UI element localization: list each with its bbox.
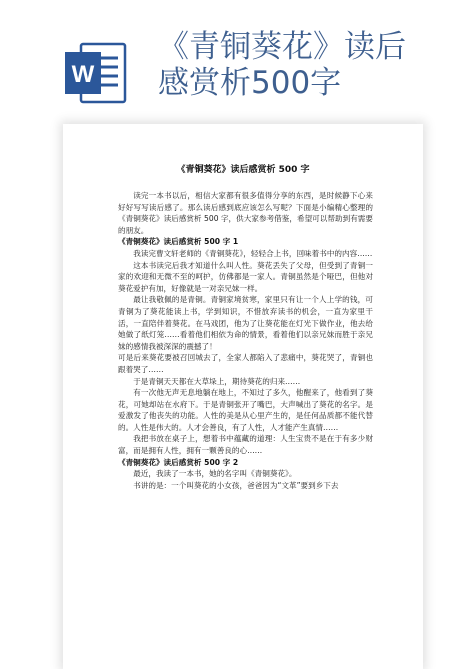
paragraph: 最让我敬佩的是青铜。青铜家境贫寒，家里只有让一个人上学的钱，可青铜为了葵花能读上书，学到知识，不惜放弃读书的机会，一直为家里干活，一直陪伴着葵花。在马戏团，他为了让葵花能在灯光下做作业，他去给她做了纸灯笼……看着他们相依为命的情景，看着他们以亲兄妹而胜于亲兄妹的感情我被深深的震撼了！ — [118, 295, 373, 351]
paragraph: 读完一本书以后，相信大家都有很多值得分享的东西，是时候静下心来好好写写读后感了。那么读后感到底应该怎么写呢？下面是小编精心整理的《青铜葵花》读后感赏析 500 字，供大家参考借鉴，希望可以帮助到有需要的朋友。 — [118, 191, 373, 235]
section-heading: 《青铜葵花》读后感赏析 500 字 2 — [118, 457, 239, 467]
paragraph: 我把书放在桌子上，想着书中蕴藏的道理：人生宝贵不是在于有多少财富，而是拥有人性，拥有一颗善良的心…… — [118, 434, 373, 456]
banner-title-line2: 感赏析500字 — [158, 65, 342, 101]
section-heading: 《青铜葵花》读后感赏析 500 字 1 — [118, 237, 239, 247]
banner-title-line1: 《青铜葵花》读后 — [158, 29, 406, 65]
paragraph: 我读完曹文轩老师的《青铜葵花》，轻轻合上书，回味着书中的内容…… — [133, 248, 373, 258]
document-page — [63, 124, 423, 669]
paragraph: 可是后来葵花要被召回城去了，全家人都陷入了悲痛中，葵花哭了，青铜也跟着哭了…… — [118, 353, 373, 374]
word-icon-letter: W — [71, 61, 95, 88]
header — [0, 0, 474, 112]
document-title: 《青铜葵花》读后感赏析 500 字 — [176, 165, 310, 175]
document-body — [118, 190, 373, 491]
paragraph: 这本书读完后我才知道什么叫人性。葵花丢失了父母，但受到了青铜一家的欢迎和无微不至的呵护，仿佛都是一家人。青铜虽然是个哑巴，但他对葵花爱护有加，好像就是一对亲兄妹一样。 — [118, 260, 373, 293]
paragraph: 最近，我读了一本书，她的名字叫《青铜葵花》。 — [133, 469, 297, 479]
paragraph: 书讲的是：一个叫葵花的小女孩，爸爸因为“文革”要到乡下去 — [133, 480, 339, 490]
word-doc-icon — [63, 38, 127, 108]
paragraph: 有一次他无声无息地躺在地上，不知过了多久，他醒来了，他看到了葵花，可她却站在水府下。于是青铜张开了嘴巴，大声喊出了葵花的名字。是爱激发了他丧失的功能。人性的美是从心里产生的，是任何品质都不能代替的。人性是伟大的。人才会善良，有了人性，人才能产生真情…… — [118, 388, 373, 432]
paragraph: 于是青铜天天都在大草垛上，期待葵花的归来…… — [133, 376, 301, 386]
